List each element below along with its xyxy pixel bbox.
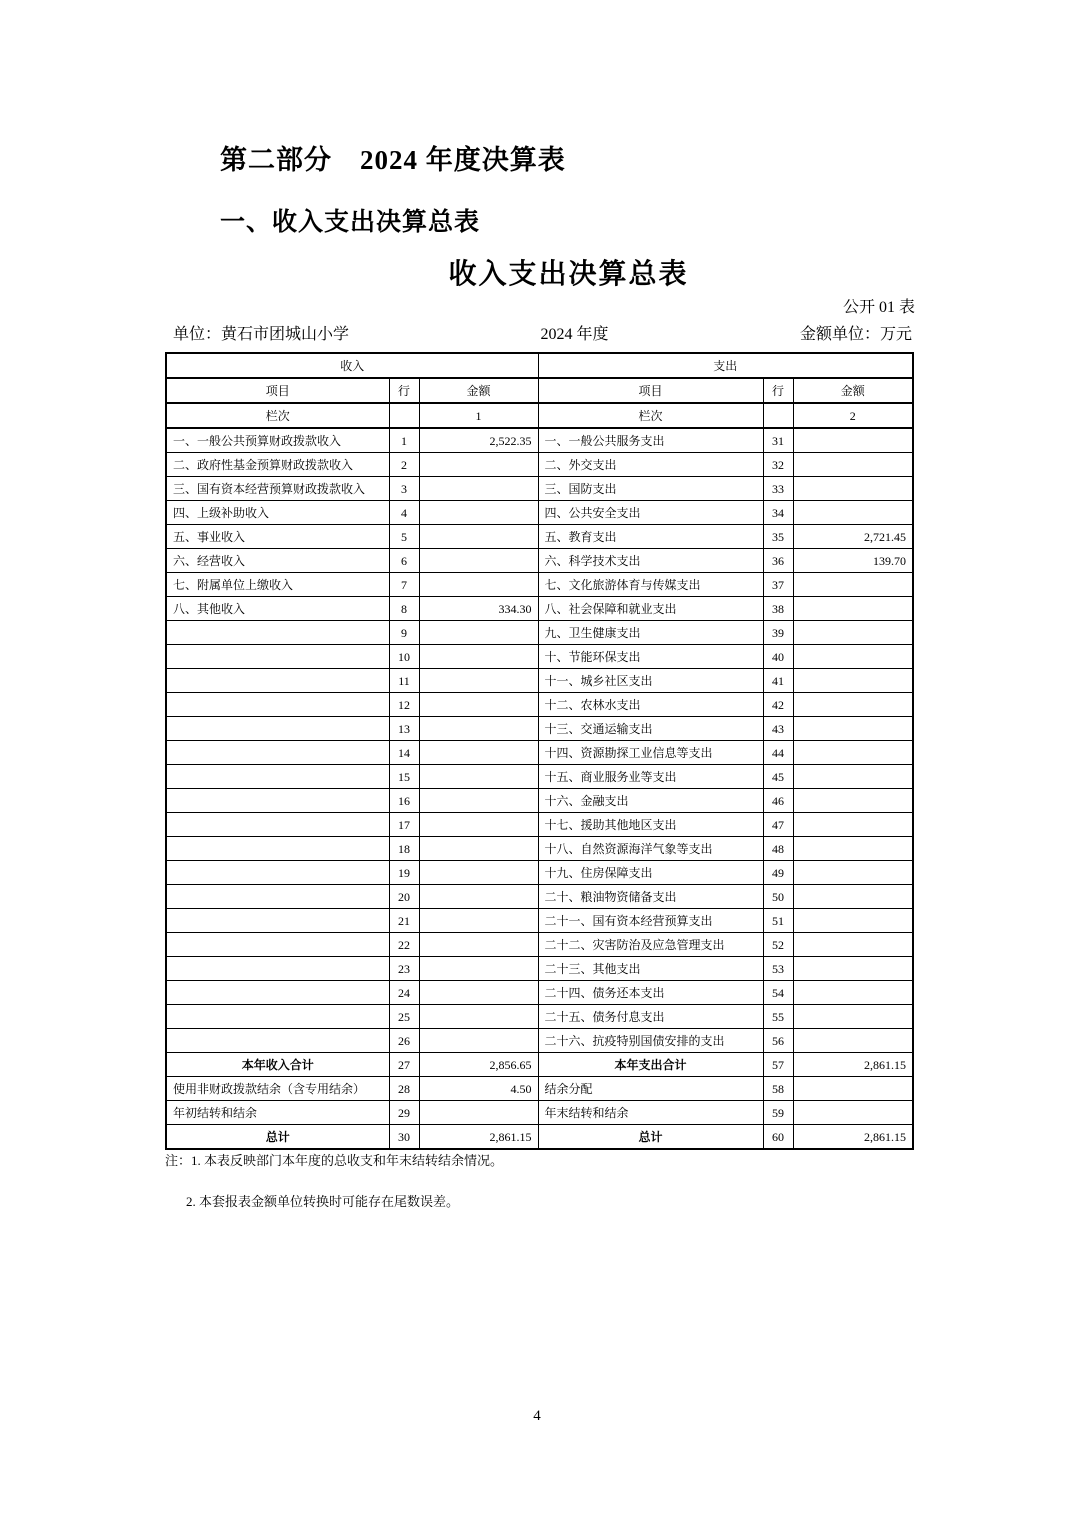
income-row-number-cell: 3 (389, 477, 419, 501)
expense-row-number-cell: 56 (763, 1029, 793, 1053)
table-row (166, 789, 913, 813)
table-row (166, 1125, 913, 1150)
income-amount-cell (419, 525, 538, 549)
expense-amount-cell (793, 501, 913, 525)
expense-row-number-cell: 40 (763, 645, 793, 669)
income-row-number-cell: 2 (389, 453, 419, 477)
table-row (166, 693, 913, 717)
income-column-number: 1 (419, 403, 538, 428)
table-code-label: 公开 01 表 (842, 299, 915, 316)
income-item-cell (166, 1005, 389, 1029)
table-row (166, 813, 913, 837)
footnote-1: 注：1. 本表反映部门本年度的总收支和年末结转结余情况。 (165, 1153, 504, 1168)
expense-amount-cell (793, 741, 913, 765)
expense-amount-cell (793, 717, 913, 741)
income-amount-cell (419, 741, 538, 765)
expense-item-cell: 十六、金融支出 (538, 789, 763, 813)
income-amount-cell (419, 885, 538, 909)
expense-row-number-cell: 60 (763, 1125, 793, 1150)
income-amount-cell (419, 861, 538, 885)
income-row-number-cell: 15 (389, 765, 419, 789)
expense-amount-cell (793, 813, 913, 837)
expense-item-cell: 十、节能环保支出 (538, 645, 763, 669)
income-row-number-cell: 18 (389, 837, 419, 861)
table-row (166, 597, 913, 621)
expense-item-cell: 二十二、灾害防治及应急管理支出 (538, 933, 763, 957)
expense-item-cell: 一、一般公共服务支出 (538, 428, 763, 453)
expense-amount-cell: 2,861.15 (793, 1053, 913, 1077)
expense-row-number-cell: 43 (763, 717, 793, 741)
expense-amount-cell (793, 909, 913, 933)
income-item-cell (166, 885, 389, 909)
income-item-cell: 使用非财政拨款结余（含专用结余） (166, 1077, 389, 1101)
expense-item-cell: 二、外交支出 (538, 453, 763, 477)
table-row (166, 933, 913, 957)
expense-item-cell: 二十五、债务付息支出 (538, 1005, 763, 1029)
table-row (166, 1029, 913, 1053)
income-item-cell (166, 741, 389, 765)
expense-amount-cell (793, 1101, 913, 1125)
expense-amount-cell (793, 669, 913, 693)
footnotes (165, 1150, 503, 1210)
income-item-cell: 六、经营收入 (166, 549, 389, 573)
income-row-number-cell: 17 (389, 813, 419, 837)
table-row (166, 717, 913, 741)
expense-amount-cell (793, 957, 913, 981)
expense-item-cell: 总计 (538, 1125, 763, 1150)
section-title: 一、收入支出决算总表 (220, 209, 481, 236)
income-row-number-cell: 19 (389, 861, 419, 885)
expense-item-cell: 九、卫生健康支出 (538, 621, 763, 645)
expense-amount-cell: 139.70 (793, 549, 913, 573)
table-row (166, 981, 913, 1005)
expense-amount-cell (793, 428, 913, 453)
income-item-cell: 三、国有资本经营预算财政拨款收入 (166, 477, 389, 501)
income-amount-cell (419, 1005, 538, 1029)
income-amount-cell (419, 669, 538, 693)
income-amount-cell (419, 717, 538, 741)
expense-amount-cell (793, 837, 913, 861)
expense-item-cell: 结余分配 (538, 1077, 763, 1101)
income-amount-cell (419, 909, 538, 933)
income-row-number-cell: 16 (389, 789, 419, 813)
table-row (166, 885, 913, 909)
income-amount-cell (419, 957, 538, 981)
income-amount-cell (419, 1101, 538, 1125)
income-row-number-cell: 22 (389, 933, 419, 957)
table-row (166, 1005, 913, 1029)
table-meta-line (165, 321, 912, 344)
table-row (166, 621, 913, 645)
income-item-cell: 七、附属单位上缴收入 (166, 573, 389, 597)
expense-item-cell: 十二、农林水支出 (538, 693, 763, 717)
expense-amount-cell (793, 573, 913, 597)
expense-amount-cell (793, 1029, 913, 1053)
expense-row-number-cell: 49 (763, 861, 793, 885)
expense-amount-cell (793, 789, 913, 813)
income-item-cell (166, 669, 389, 693)
expense-row-number-cell: 33 (763, 477, 793, 501)
table-row (166, 573, 913, 597)
income-item-cell (166, 693, 389, 717)
income-amount-cell: 334.30 (419, 597, 538, 621)
income-row-number-cell: 10 (389, 645, 419, 669)
table-row (166, 453, 913, 477)
table-row (166, 837, 913, 861)
income-amount-cell: 4.50 (419, 1077, 538, 1101)
expense-row-number-cell: 46 (763, 789, 793, 813)
expense-amount-cell (793, 693, 913, 717)
expense-row-number-cell: 34 (763, 501, 793, 525)
table-row (166, 765, 913, 789)
table-row (166, 909, 913, 933)
expense-item-cell: 二十四、债务还本支出 (538, 981, 763, 1005)
expense-row-number-cell: 31 (763, 428, 793, 453)
income-row-number-cell: 29 (389, 1101, 419, 1125)
expense-amount-cell (793, 1077, 913, 1101)
income-item-cell (166, 981, 389, 1005)
income-row-number-cell: 1 (389, 428, 419, 453)
income-row-number-cell: 8 (389, 597, 419, 621)
expense-item-cell: 十七、援助其他地区支出 (538, 813, 763, 837)
income-row-number-cell: 27 (389, 1053, 419, 1077)
expense-item-column-header: 项目 (538, 378, 763, 403)
table-title: 收入支出决算总表 (448, 259, 689, 290)
expense-row-number-cell: 38 (763, 597, 793, 621)
expense-section-header: 支出 (538, 353, 913, 378)
income-amount-column-header: 金额 (419, 378, 538, 403)
expense-row-number-cell: 48 (763, 837, 793, 861)
expense-row-number-cell: 42 (763, 693, 793, 717)
expense-row-number-cell: 51 (763, 909, 793, 933)
expense-amount-cell (793, 765, 913, 789)
column-index-row (166, 403, 913, 428)
expense-row-number-cell: 32 (763, 453, 793, 477)
unit-name-label: 单位：黄石市团城山小学 (173, 326, 350, 343)
expense-item-cell: 四、公共安全支出 (538, 501, 763, 525)
income-amount-cell: 2,522.35 (419, 428, 538, 453)
expense-amount-cell: 2,721.45 (793, 525, 913, 549)
income-amount-cell (419, 453, 538, 477)
table-row (166, 549, 913, 573)
expense-lanci-blank (763, 403, 793, 428)
income-row-number-cell: 11 (389, 669, 419, 693)
expense-item-cell: 十四、资源勘探工业信息等支出 (538, 741, 763, 765)
income-item-cell (166, 861, 389, 885)
income-amount-cell (419, 981, 538, 1005)
expense-row-number-cell: 53 (763, 957, 793, 981)
expense-amount-cell (793, 981, 913, 1005)
expense-row-number-cell: 41 (763, 669, 793, 693)
expense-item-cell: 十三、交通运输支出 (538, 717, 763, 741)
expense-item-cell: 十九、住房保障支出 (538, 861, 763, 885)
income-item-cell: 二、政府性基金预算财政拨款收入 (166, 453, 389, 477)
table-row (166, 428, 913, 453)
table-row (166, 1053, 913, 1077)
expense-amount-cell (793, 645, 913, 669)
table-body (166, 428, 913, 1149)
income-item-cell: 四、上级补助收入 (166, 501, 389, 525)
income-item-cell (166, 813, 389, 837)
expense-row-number-cell: 59 (763, 1101, 793, 1125)
income-row-number-cell: 26 (389, 1029, 419, 1053)
income-row-number-cell: 9 (389, 621, 419, 645)
income-row-number-cell: 23 (389, 957, 419, 981)
income-row-number-cell: 21 (389, 909, 419, 933)
table-row (166, 957, 913, 981)
fiscal-year-label: 2024 年度 (540, 326, 609, 343)
income-item-cell (166, 645, 389, 669)
income-amount-cell (419, 501, 538, 525)
income-row-number-cell: 13 (389, 717, 419, 741)
amount-unit-label: 金额单位：万元 (799, 326, 912, 343)
footnote-2: 2. 本套报表金额单位转换时可能存在尾数误差。 (186, 1194, 460, 1209)
expense-item-cell: 本年支出合计 (538, 1053, 763, 1077)
table-row (166, 861, 913, 885)
income-amount-cell (419, 621, 538, 645)
expense-amount-cell: 2,861.15 (793, 1125, 913, 1150)
expense-item-cell: 年末结转和结余 (538, 1101, 763, 1125)
expense-column-number: 2 (793, 403, 913, 428)
income-item-cell: 总计 (166, 1125, 389, 1150)
expense-row-number-cell: 55 (763, 1005, 793, 1029)
income-item-cell (166, 1029, 389, 1053)
expense-lanci-label: 栏次 (538, 403, 763, 428)
expense-amount-cell (793, 1005, 913, 1029)
table-row (166, 1101, 913, 1125)
income-row-number-cell: 7 (389, 573, 419, 597)
expense-amount-cell (793, 597, 913, 621)
income-item-cell (166, 789, 389, 813)
income-item-cell (166, 933, 389, 957)
column-header-row (166, 378, 913, 403)
expense-row-number-cell: 52 (763, 933, 793, 957)
table-row (166, 741, 913, 765)
expense-row-number-cell: 58 (763, 1077, 793, 1101)
income-amount-cell (419, 765, 538, 789)
expense-amount-cell (793, 861, 913, 885)
expense-row-number-cell: 45 (763, 765, 793, 789)
expense-item-cell: 五、教育支出 (538, 525, 763, 549)
income-amount-cell: 2,861.15 (419, 1125, 538, 1150)
income-row-number-cell: 25 (389, 1005, 419, 1029)
income-item-cell: 年初结转和结余 (166, 1101, 389, 1125)
part-title: 第二部分 2024 年度决算表 (220, 145, 566, 175)
expense-item-cell: 六、科学技术支出 (538, 549, 763, 573)
table-row (166, 645, 913, 669)
income-amount-cell (419, 645, 538, 669)
income-item-cell: 八、其他收入 (166, 597, 389, 621)
income-row-number-cell: 24 (389, 981, 419, 1005)
table-row (166, 501, 913, 525)
income-row-number-cell: 28 (389, 1077, 419, 1101)
expense-item-cell: 三、国防支出 (538, 477, 763, 501)
expense-amount-cell (793, 621, 913, 645)
income-item-cell: 本年收入合计 (166, 1053, 389, 1077)
income-row-number-cell: 20 (389, 885, 419, 909)
expense-row-number-cell: 50 (763, 885, 793, 909)
income-item-cell: 五、事业收入 (166, 525, 389, 549)
income-item-column-header: 项目 (166, 378, 389, 403)
expense-amount-cell (793, 477, 913, 501)
income-item-cell (166, 957, 389, 981)
income-row-number-cell: 12 (389, 693, 419, 717)
expense-row-number-cell: 37 (763, 573, 793, 597)
expense-row-number-cell: 44 (763, 741, 793, 765)
expense-row-number-cell: 57 (763, 1053, 793, 1077)
table-row (166, 525, 913, 549)
income-amount-cell: 2,856.65 (419, 1053, 538, 1077)
income-row-number-cell: 5 (389, 525, 419, 549)
expense-amount-cell (793, 933, 913, 957)
expense-row-number-cell: 35 (763, 525, 793, 549)
expense-amount-cell (793, 885, 913, 909)
income-amount-cell (419, 813, 538, 837)
income-amount-cell (419, 693, 538, 717)
income-row-number-cell: 6 (389, 549, 419, 573)
income-lanci-label: 栏次 (166, 403, 389, 428)
income-row-number-cell: 30 (389, 1125, 419, 1150)
expense-item-cell: 十一、城乡社区支出 (538, 669, 763, 693)
expense-row-number-cell: 54 (763, 981, 793, 1005)
expense-row-number-cell: 39 (763, 621, 793, 645)
income-item-cell (166, 717, 389, 741)
income-row-number-cell: 4 (389, 501, 419, 525)
expense-item-cell: 十八、自然资源海洋气象等支出 (538, 837, 763, 861)
income-item-cell (166, 621, 389, 645)
income-amount-cell (419, 477, 538, 501)
income-amount-cell (419, 789, 538, 813)
income-row-number-cell: 14 (389, 741, 419, 765)
page-number: 4 (533, 1408, 541, 1424)
expense-row-column-header: 行 (763, 378, 793, 403)
income-row-column-header: 行 (389, 378, 419, 403)
income-amount-cell (419, 1029, 538, 1053)
table-row (166, 669, 913, 693)
expense-row-number-cell: 47 (763, 813, 793, 837)
income-lanci-blank (389, 403, 419, 428)
income-item-cell (166, 837, 389, 861)
income-item-cell (166, 765, 389, 789)
expense-amount-column-header: 金额 (793, 378, 913, 403)
expense-item-cell: 二十、粮油物资储备支出 (538, 885, 763, 909)
expense-item-cell: 二十六、抗疫特别国债安排的支出 (538, 1029, 763, 1053)
income-amount-cell (419, 933, 538, 957)
section-header-row (166, 353, 913, 378)
income-section-header: 收入 (166, 353, 538, 378)
expense-amount-cell (793, 453, 913, 477)
income-expense-summary-table (165, 352, 914, 1150)
expense-row-number-cell: 36 (763, 549, 793, 573)
expense-item-cell: 七、文化旅游体育与传媒支出 (538, 573, 763, 597)
table-row (166, 1077, 913, 1101)
income-amount-cell (419, 549, 538, 573)
expense-item-cell: 十五、商业服务业等支出 (538, 765, 763, 789)
expense-item-cell: 八、社会保障和就业支出 (538, 597, 763, 621)
income-item-cell: 一、一般公共预算财政拨款收入 (166, 428, 389, 453)
income-amount-cell (419, 573, 538, 597)
income-amount-cell (419, 837, 538, 861)
income-item-cell (166, 909, 389, 933)
expense-item-cell: 二十三、其他支出 (538, 957, 763, 981)
table-row (166, 477, 913, 501)
expense-item-cell: 二十一、国有资本经营预算支出 (538, 909, 763, 933)
